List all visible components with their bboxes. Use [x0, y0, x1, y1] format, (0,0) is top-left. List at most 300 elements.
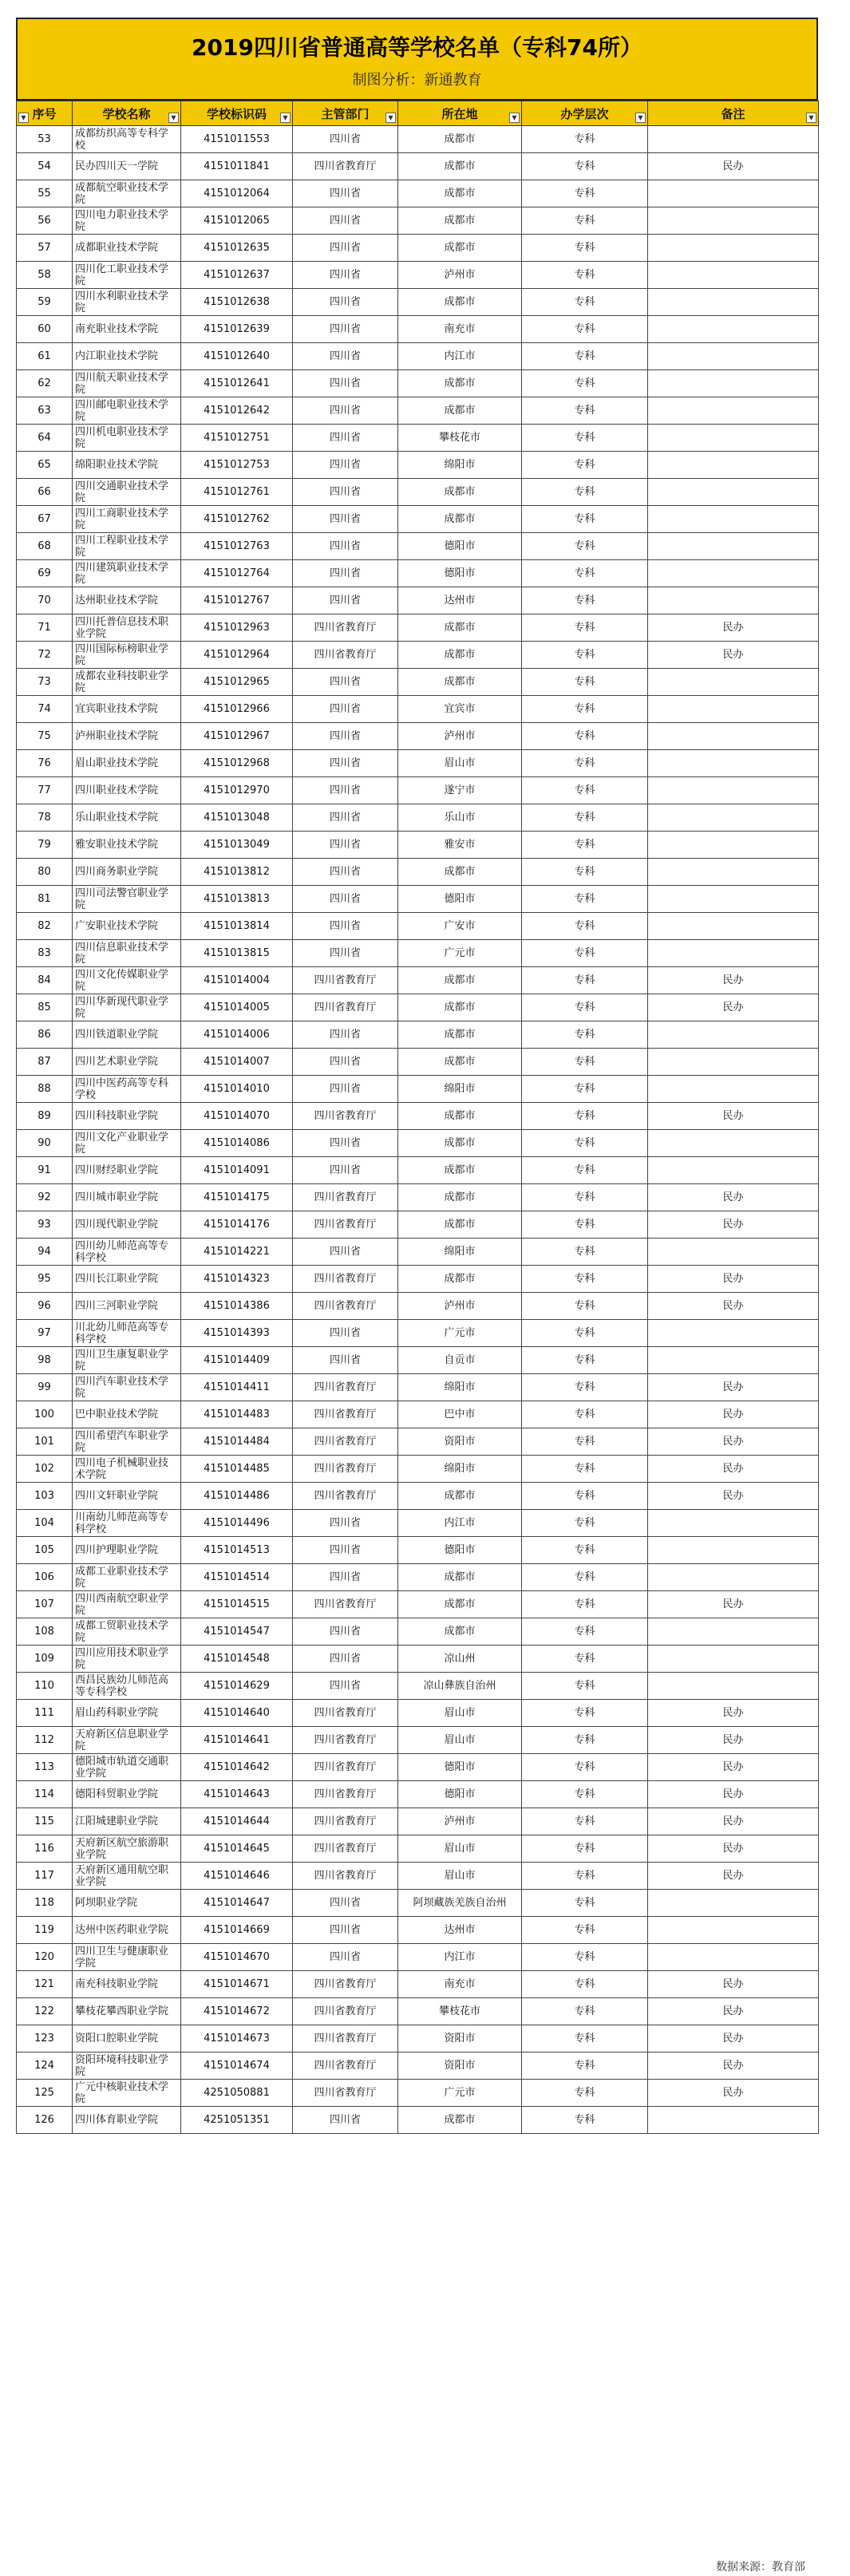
- cell-school-code: 4151012963: [181, 614, 293, 642]
- cell-location: 乐山市: [398, 804, 522, 832]
- cell-department: 四川省教育厅: [293, 642, 398, 669]
- cell-department: 四川省: [293, 1618, 398, 1646]
- school-list-sheet: [16, 18, 818, 2134]
- cell-seq: 59: [17, 289, 73, 316]
- cell-school-name: 宜宾职业技术学院: [73, 696, 181, 723]
- cell-location: 德阳市: [398, 560, 522, 587]
- header-label: 所在地: [441, 106, 478, 121]
- header-location: [398, 101, 522, 126]
- cell-school-code: 4151014669: [181, 1917, 293, 1944]
- cell-school-name: 达州职业技术学院: [73, 587, 181, 614]
- table-row: [17, 479, 819, 506]
- cell-remark: [648, 696, 819, 723]
- cell-school-name: 巴中职业技术学院: [73, 1401, 181, 1428]
- cell-school-name: 四川希望汽车职业学院: [73, 1428, 181, 1456]
- cell-location: 广元市: [398, 2080, 522, 2107]
- cell-seq: 122: [17, 1998, 73, 2025]
- cell-department: 四川省教育厅: [293, 2053, 398, 2080]
- table-row: [17, 642, 819, 669]
- cell-school-code: 4151014644: [181, 1808, 293, 1835]
- cell-level: 专科: [522, 1917, 648, 1944]
- cell-seq: 118: [17, 1890, 73, 1917]
- cell-department: 四川省教育厅: [293, 2080, 398, 2107]
- header-school-name: [73, 101, 181, 126]
- cell-school-code: 4151014496: [181, 1510, 293, 1537]
- cell-remark: [648, 587, 819, 614]
- cell-location: 凉山彝族自治州: [398, 1673, 522, 1700]
- cell-school-code: 4151012967: [181, 723, 293, 750]
- header-seq: [17, 101, 73, 126]
- cell-department: 四川省教育厅: [293, 2025, 398, 2053]
- cell-location: 成都市: [398, 153, 522, 180]
- cell-seq: 60: [17, 316, 73, 343]
- cell-remark: [648, 1944, 819, 1971]
- cell-seq: 121: [17, 1971, 73, 1998]
- cell-department: 四川省教育厅: [293, 1835, 398, 1863]
- table-row: [17, 1890, 819, 1917]
- cell-level: 专科: [522, 289, 648, 316]
- cell-level: 专科: [522, 2053, 648, 2080]
- table-row: [17, 1401, 819, 1428]
- cell-level: 专科: [522, 1076, 648, 1103]
- cell-school-code: 4151014091: [181, 1157, 293, 1184]
- cell-level: 专科: [522, 1863, 648, 1890]
- cell-remark: [648, 859, 819, 886]
- cell-remark: [648, 940, 819, 967]
- cell-school-name: 成都农业科技职业学院: [73, 669, 181, 696]
- cell-department: 四川省教育厅: [293, 967, 398, 994]
- cell-seq: 58: [17, 262, 73, 289]
- cell-school-code: 4151012966: [181, 696, 293, 723]
- table-row: [17, 1130, 819, 1157]
- cell-location: 成都市: [398, 397, 522, 425]
- cell-level: 专科: [522, 1103, 648, 1130]
- cell-level: 专科: [522, 1537, 648, 1564]
- cell-school-name: 绵阳职业技术学院: [73, 452, 181, 479]
- cell-remark: [648, 886, 819, 913]
- cell-remark: 民办: [648, 1754, 819, 1781]
- table-row: [17, 1537, 819, 1564]
- cell-school-code: 4151014646: [181, 1863, 293, 1890]
- cell-school-name: 四川卫生康复职业学院: [73, 1347, 181, 1374]
- table-row: [17, 289, 819, 316]
- cell-level: 专科: [522, 1401, 648, 1428]
- header-label: 学校标识码: [206, 106, 267, 121]
- cell-seq: 80: [17, 859, 73, 886]
- cell-school-code: 4151012767: [181, 587, 293, 614]
- cell-remark: [648, 180, 819, 207]
- cell-seq: 123: [17, 2025, 73, 2053]
- cell-remark: [648, 669, 819, 696]
- cell-level: 专科: [522, 235, 648, 262]
- cell-remark: 民办: [648, 1184, 819, 1211]
- cell-school-name: 四川工商职业技术学院: [73, 506, 181, 533]
- cell-department: 四川省: [293, 777, 398, 804]
- cell-school-code: 4251051351: [181, 2107, 293, 2134]
- cell-remark: [648, 1890, 819, 1917]
- cell-school-name: 四川邮电职业技术学院: [73, 397, 181, 425]
- cell-location: 巴中市: [398, 1401, 522, 1428]
- cell-remark: 民办: [648, 1103, 819, 1130]
- cell-level: 专科: [522, 506, 648, 533]
- cell-location: 广元市: [398, 1320, 522, 1347]
- cell-level: 专科: [522, 886, 648, 913]
- table-row: [17, 1347, 819, 1374]
- table-row: [17, 913, 819, 940]
- cell-department: 四川省: [293, 1021, 398, 1049]
- filter-dropdown-icon[interactable]: ▼: [168, 113, 179, 123]
- cell-location: 成都市: [398, 1591, 522, 1618]
- cell-level: 专科: [522, 1673, 648, 1700]
- cell-school-name: 四川电子机械职业技术学院: [73, 1456, 181, 1483]
- cell-level: 专科: [522, 262, 648, 289]
- cell-department: 四川省: [293, 1646, 398, 1673]
- table-row: [17, 750, 819, 777]
- cell-department: 四川省教育厅: [293, 614, 398, 642]
- cell-level: 专科: [522, 696, 648, 723]
- cell-school-code: 4151014007: [181, 1049, 293, 1076]
- cell-location: 达州市: [398, 1917, 522, 1944]
- cell-school-code: 4151014515: [181, 1591, 293, 1618]
- cell-department: 四川省: [293, 1510, 398, 1537]
- cell-remark: [648, 723, 819, 750]
- cell-school-name: 四川幼儿师范高等专科学校: [73, 1239, 181, 1266]
- cell-department: 四川省教育厅: [293, 1700, 398, 1727]
- cell-level: 专科: [522, 614, 648, 642]
- cell-level: 专科: [522, 832, 648, 859]
- cell-department: 四川省: [293, 1239, 398, 1266]
- filter-dropdown-icon[interactable]: ▼: [509, 113, 520, 123]
- table-row: [17, 1727, 819, 1754]
- cell-seq: 70: [17, 587, 73, 614]
- cell-remark: 民办: [648, 1591, 819, 1618]
- table-row: [17, 1808, 819, 1835]
- cell-location: 成都市: [398, 1103, 522, 1130]
- cell-school-name: 西昌民族幼儿师范高等专科学校: [73, 1673, 181, 1700]
- cell-school-name: 广元中核职业技术学院: [73, 2080, 181, 2107]
- cell-school-name: 四川化工职业技术学院: [73, 262, 181, 289]
- cell-school-name: 攀枝花攀西职业学院: [73, 1998, 181, 2025]
- cell-level: 专科: [522, 1456, 648, 1483]
- cell-seq: 101: [17, 1428, 73, 1456]
- cell-location: 成都市: [398, 994, 522, 1021]
- cell-school-name: 资阳口腔职业学院: [73, 2025, 181, 2053]
- cell-seq: 81: [17, 886, 73, 913]
- table-row: [17, 262, 819, 289]
- cell-location: 成都市: [398, 614, 522, 642]
- cell-location: 广元市: [398, 940, 522, 967]
- cell-location: 德阳市: [398, 1537, 522, 1564]
- table-row: [17, 2025, 819, 2053]
- cell-remark: 民办: [648, 967, 819, 994]
- cell-seq: 125: [17, 2080, 73, 2107]
- cell-level: 专科: [522, 642, 648, 669]
- cell-location: 广安市: [398, 913, 522, 940]
- cell-department: 四川省教育厅: [293, 1401, 398, 1428]
- cell-level: 专科: [522, 1266, 648, 1293]
- cell-level: 专科: [522, 750, 648, 777]
- cell-remark: [648, 425, 819, 452]
- table-row: [17, 967, 819, 994]
- cell-level: 专科: [522, 1646, 648, 1673]
- cell-school-name: 成都工贸职业技术学院: [73, 1618, 181, 1646]
- table-row: [17, 1239, 819, 1266]
- cell-level: 专科: [522, 2025, 648, 2053]
- cell-location: 绵阳市: [398, 452, 522, 479]
- cell-level: 专科: [522, 1618, 648, 1646]
- cell-school-code: 4151014671: [181, 1971, 293, 1998]
- cell-department: 四川省: [293, 1130, 398, 1157]
- cell-level: 专科: [522, 940, 648, 967]
- cell-seq: 71: [17, 614, 73, 642]
- cell-location: 资阳市: [398, 1428, 522, 1456]
- cell-level: 专科: [522, 994, 648, 1021]
- cell-school-code: 4151012637: [181, 262, 293, 289]
- cell-level: 专科: [522, 452, 648, 479]
- table-row: [17, 1863, 819, 1890]
- cell-school-name: 广安职业技术学院: [73, 913, 181, 940]
- cell-seq: 91: [17, 1157, 73, 1184]
- cell-location: 成都市: [398, 1266, 522, 1293]
- cell-level: 专科: [522, 560, 648, 587]
- cell-school-code: 4151014647: [181, 1890, 293, 1917]
- cell-level: 专科: [522, 2107, 648, 2134]
- cell-department: 四川省: [293, 370, 398, 397]
- cell-school-code: 4151014640: [181, 1700, 293, 1727]
- cell-department: 四川省: [293, 1944, 398, 1971]
- cell-seq: 69: [17, 560, 73, 587]
- cell-remark: 民办: [648, 1808, 819, 1835]
- cell-remark: 民办: [648, 1456, 819, 1483]
- cell-location: 眉山市: [398, 1863, 522, 1890]
- cell-department: 四川省教育厅: [293, 153, 398, 180]
- cell-school-name: 成都纺织高等专科学校: [73, 126, 181, 153]
- cell-seq: 64: [17, 425, 73, 452]
- cell-department: 四川省教育厅: [293, 1211, 398, 1239]
- cell-department: 四川省教育厅: [293, 1754, 398, 1781]
- table-row: [17, 804, 819, 832]
- cell-location: 成都市: [398, 1049, 522, 1076]
- cell-level: 专科: [522, 1021, 648, 1049]
- cell-school-name: 南充职业技术学院: [73, 316, 181, 343]
- cell-location: 雅安市: [398, 832, 522, 859]
- table-row: [17, 587, 819, 614]
- filter-dropdown-icon[interactable]: ▼: [385, 113, 396, 123]
- cell-location: 资阳市: [398, 2025, 522, 2053]
- cell-school-name: 阿坝职业学院: [73, 1890, 181, 1917]
- cell-location: 成都市: [398, 180, 522, 207]
- cell-level: 专科: [522, 1510, 648, 1537]
- cell-seq: 106: [17, 1564, 73, 1591]
- cell-school-code: 4151011553: [181, 126, 293, 153]
- cell-seq: 100: [17, 1401, 73, 1428]
- cell-school-code: 4151012065: [181, 207, 293, 235]
- cell-school-name: 四川护理职业学院: [73, 1537, 181, 1564]
- table-row: [17, 1944, 819, 1971]
- cell-level: 专科: [522, 1157, 648, 1184]
- cell-level: 专科: [522, 370, 648, 397]
- cell-school-name: 眉山药科职业学院: [73, 1700, 181, 1727]
- cell-school-name: 四川财经职业学院: [73, 1157, 181, 1184]
- cell-level: 专科: [522, 2080, 648, 2107]
- filter-dropdown-icon[interactable]: ▼: [18, 113, 29, 123]
- cell-seq: 111: [17, 1700, 73, 1727]
- cell-location: 成都市: [398, 1483, 522, 1510]
- cell-school-name: 四川建筑职业技术学院: [73, 560, 181, 587]
- cell-remark: [648, 1239, 819, 1266]
- cell-location: 成都市: [398, 669, 522, 696]
- cell-school-code: 4151014483: [181, 1401, 293, 1428]
- cell-location: 凉山州: [398, 1646, 522, 1673]
- cell-seq: 92: [17, 1184, 73, 1211]
- cell-level: 专科: [522, 1700, 648, 1727]
- cell-seq: 86: [17, 1021, 73, 1049]
- table-row: [17, 153, 819, 180]
- cell-school-name: 四川文化传媒职业学院: [73, 967, 181, 994]
- cell-seq: 98: [17, 1347, 73, 1374]
- cell-department: 四川省: [293, 452, 398, 479]
- cell-school-code: 4151014386: [181, 1293, 293, 1320]
- cell-school-name: 四川文化产业职业学院: [73, 1130, 181, 1157]
- cell-seq: 54: [17, 153, 73, 180]
- cell-seq: 109: [17, 1646, 73, 1673]
- cell-remark: [648, 479, 819, 506]
- cell-school-name: 四川科技职业学院: [73, 1103, 181, 1130]
- header-level: [522, 101, 648, 126]
- cell-level: 专科: [522, 723, 648, 750]
- cell-school-code: 4151014513: [181, 1537, 293, 1564]
- cell-school-name: 四川艺术职业学院: [73, 1049, 181, 1076]
- cell-remark: 民办: [648, 642, 819, 669]
- cell-department: 四川省: [293, 1917, 398, 1944]
- cell-school-name: 成都工业职业技术学院: [73, 1564, 181, 1591]
- cell-seq: 99: [17, 1374, 73, 1401]
- cell-location: 成都市: [398, 1564, 522, 1591]
- cell-seq: 108: [17, 1618, 73, 1646]
- cell-level: 专科: [522, 587, 648, 614]
- cell-department: 四川省: [293, 859, 398, 886]
- cell-remark: [648, 1564, 819, 1591]
- cell-department: 四川省教育厅: [293, 1483, 398, 1510]
- table-row: [17, 1781, 819, 1808]
- table-row: [17, 1184, 819, 1211]
- header-label: 学校名称: [102, 106, 151, 121]
- page-subtitle: 制图分析：新通教育: [352, 72, 482, 89]
- cell-seq: 82: [17, 913, 73, 940]
- cell-department: 四川省: [293, 1537, 398, 1564]
- cell-school-code: 4151013814: [181, 913, 293, 940]
- filter-dropdown-icon[interactable]: ▼: [280, 113, 291, 123]
- cell-seq: 78: [17, 804, 73, 832]
- table-row: [17, 2053, 819, 2080]
- cell-remark: [648, 289, 819, 316]
- cell-location: 绵阳市: [398, 1076, 522, 1103]
- cell-remark: 民办: [648, 1700, 819, 1727]
- cell-level: 专科: [522, 533, 648, 560]
- cell-school-name: 内江职业技术学院: [73, 343, 181, 370]
- cell-department: 四川省教育厅: [293, 1863, 398, 1890]
- cell-level: 专科: [522, 1727, 648, 1754]
- cell-seq: 96: [17, 1293, 73, 1320]
- cell-school-name: 四川职业技术学院: [73, 777, 181, 804]
- header-label: 办学层次: [560, 106, 609, 121]
- cell-school-name: 成都航空职业技术学院: [73, 180, 181, 207]
- cell-school-name: 川南幼儿师范高等专科学校: [73, 1510, 181, 1537]
- cell-seq: 56: [17, 207, 73, 235]
- cell-seq: 115: [17, 1808, 73, 1835]
- cell-seq: 116: [17, 1835, 73, 1863]
- header-label: 主管部门: [321, 106, 370, 121]
- cell-department: 四川省教育厅: [293, 1428, 398, 1456]
- cell-location: 绵阳市: [398, 1239, 522, 1266]
- table-row: [17, 1428, 819, 1456]
- cell-level: 专科: [522, 1835, 648, 1863]
- cell-location: 达州市: [398, 587, 522, 614]
- table-row: [17, 1021, 819, 1049]
- filter-dropdown-icon[interactable]: ▼: [806, 113, 816, 123]
- table-row: [17, 1076, 819, 1103]
- table-row: [17, 669, 819, 696]
- cell-seq: 65: [17, 452, 73, 479]
- cell-school-code: 4151014409: [181, 1347, 293, 1374]
- cell-seq: 61: [17, 343, 73, 370]
- cell-level: 专科: [522, 859, 648, 886]
- cell-school-code: 4151014645: [181, 1835, 293, 1863]
- cell-department: 四川省: [293, 343, 398, 370]
- cell-school-code: 4151012635: [181, 235, 293, 262]
- cell-remark: [648, 207, 819, 235]
- header-remark: [648, 101, 819, 126]
- cell-seq: 103: [17, 1483, 73, 1510]
- table-row: [17, 1374, 819, 1401]
- cell-seq: 119: [17, 1917, 73, 1944]
- cell-seq: 94: [17, 1239, 73, 1266]
- cell-school-name: 四川国际标榜职业学院: [73, 642, 181, 669]
- cell-department: 四川省: [293, 1347, 398, 1374]
- cell-level: 专科: [522, 1320, 648, 1347]
- cell-remark: 民办: [648, 1266, 819, 1293]
- table-row: [17, 506, 819, 533]
- cell-school-code: 4151014547: [181, 1618, 293, 1646]
- cell-level: 专科: [522, 1130, 648, 1157]
- table-row: [17, 1917, 819, 1944]
- cell-location: 成都市: [398, 1184, 522, 1211]
- cell-remark: [648, 1673, 819, 1700]
- cell-location: 成都市: [398, 479, 522, 506]
- cell-school-name: 江阳城建职业学院: [73, 1808, 181, 1835]
- cell-school-code: 4151014642: [181, 1754, 293, 1781]
- cell-seq: 104: [17, 1510, 73, 1537]
- cell-remark: [648, 506, 819, 533]
- cell-school-code: 4151012762: [181, 506, 293, 533]
- table-row: [17, 1320, 819, 1347]
- cell-remark: [648, 777, 819, 804]
- cell-department: 四川省: [293, 289, 398, 316]
- cell-remark: [648, 1049, 819, 1076]
- filter-dropdown-icon[interactable]: ▼: [635, 113, 646, 123]
- cell-location: 成都市: [398, 1021, 522, 1049]
- cell-school-code: 4151012640: [181, 343, 293, 370]
- cell-school-code: 4151013813: [181, 886, 293, 913]
- cell-department: 四川省: [293, 180, 398, 207]
- cell-level: 专科: [522, 1998, 648, 2025]
- table-row: [17, 370, 819, 397]
- cell-seq: 124: [17, 2053, 73, 2080]
- cell-school-code: 4151014486: [181, 1483, 293, 1510]
- cell-school-code: 4151012764: [181, 560, 293, 587]
- cell-location: 成都市: [398, 967, 522, 994]
- cell-remark: [648, 913, 819, 940]
